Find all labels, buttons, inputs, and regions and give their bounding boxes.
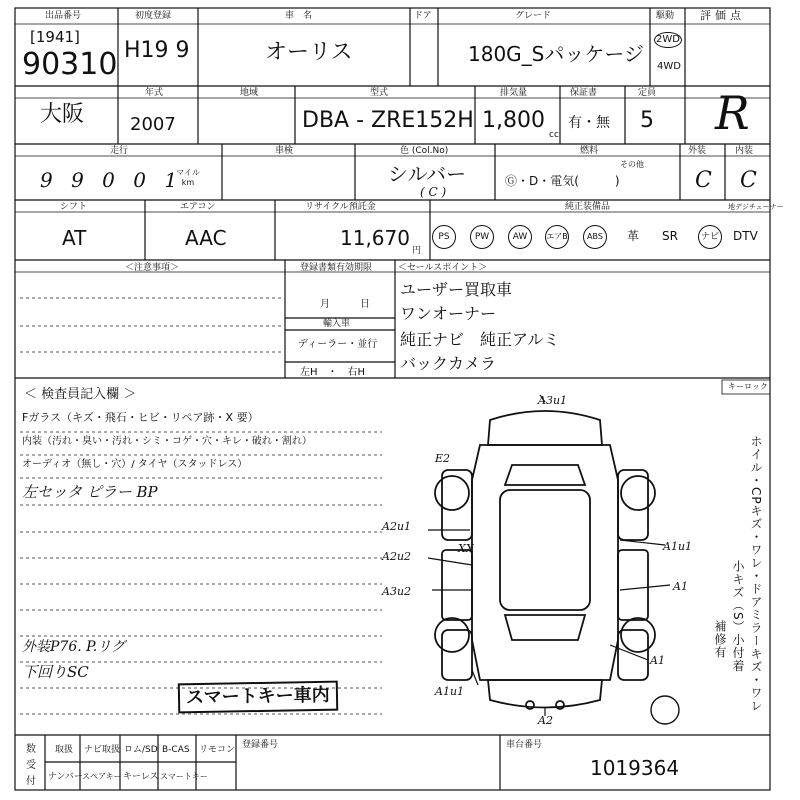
equipment-note: 地デジチューナー	[728, 203, 784, 211]
handwritten-note-1: 左セッタ ピラー BP	[22, 483, 158, 501]
mileage-unit: マイル km	[176, 168, 200, 187]
sales-point-1: ユーザー買取車	[400, 280, 513, 299]
equip-navi: ナビ	[698, 225, 722, 249]
key-lock-label: キーロック	[728, 382, 768, 391]
inspection-line-2: 内装（汚れ・臭い・汚れ・シミ・コゲ・穴・キレ・破れ・割れ）	[22, 436, 312, 447]
type-label: 型式	[370, 88, 389, 98]
handwritten-note-3: 下回りSC	[22, 663, 89, 681]
dealer-parallel-label: ディーラー・並行	[298, 339, 378, 350]
bottom-remote: リモコン	[199, 745, 236, 755]
door-label: ドア	[414, 11, 432, 21]
mark-a1-rear: A1	[650, 654, 665, 667]
mark-a1-right: A1	[673, 580, 688, 593]
displacement-unit: cc	[549, 130, 559, 140]
bottom-keyless: キーレス	[123, 772, 159, 782]
bottom-navi-handling: ナビ取扱	[84, 745, 121, 755]
left-right-label: 左H ・ 右H	[300, 367, 366, 378]
month-day-label: 月 日	[320, 299, 370, 310]
bottom-rom-sd: ロム/SD	[124, 745, 158, 755]
displacement-label: 排気量	[500, 88, 528, 98]
mark-xx: XX	[458, 542, 474, 555]
bottom-handling: 取扱	[55, 745, 74, 755]
interior-value: C	[740, 168, 757, 193]
mark-a1u1-left: A1u1	[435, 685, 465, 698]
type-value: DBA - ZRE152H	[302, 108, 474, 133]
mark-a2u2: A2u2	[382, 550, 412, 563]
warranty-label: 保証書	[570, 88, 598, 98]
bottom-spare-key: スペアキー	[82, 772, 122, 781]
score-label: 評価点	[700, 9, 745, 22]
car-damage-diagram	[380, 390, 710, 730]
displacement-value: 1,800	[482, 108, 545, 133]
lot-number: 90310	[22, 47, 118, 82]
model-year-value: 2007	[130, 114, 176, 135]
drive-label: 駆動	[656, 11, 675, 21]
first-reg-label: 初度登録	[135, 11, 172, 21]
lot-label: 出品番号	[45, 11, 82, 21]
lot-prefix: [1941]	[30, 28, 80, 46]
fuel-options: Ⓖ・D・電気( )	[505, 174, 620, 188]
equip-ps: PS	[432, 225, 456, 249]
color-code: ( C )	[420, 185, 447, 199]
bottom-number: ナンバー	[48, 772, 83, 782]
drive-4wd: 4WD	[657, 61, 681, 72]
aircon-value: AAC	[185, 226, 227, 250]
region-value: 大阪	[40, 102, 85, 127]
notes-label: ＜注意事項＞	[125, 263, 180, 273]
import-label: 輸入車	[323, 319, 351, 329]
inspection-title: ＜ 検査員記入欄 ＞	[24, 387, 137, 402]
drive-2wd: 2WD	[654, 32, 682, 48]
side-legend-1: ホイル・CPキズ・ワレ・ドアミラーキズ・ワレ	[749, 435, 763, 713]
side-legend-3: 補修有	[713, 620, 727, 659]
first-reg-value: H19 9	[124, 38, 190, 63]
recycle-value: 11,670	[340, 226, 410, 250]
equipment-label: 純正装備品	[565, 202, 611, 212]
sales-points-label: ＜セールスポイント＞	[398, 263, 488, 273]
sales-point-3: 純正ナビ 純正アルミ	[400, 330, 560, 349]
exterior-label: 外装	[688, 146, 707, 156]
fuel-other-label: その他	[620, 160, 644, 169]
region-label: 地域	[240, 88, 259, 98]
inspection-line-1: Fガラス（キズ・飛石・ヒビ・リペア跡・X 要）	[22, 411, 259, 424]
recycle-unit: 円	[412, 246, 422, 256]
equip-airbag: エアB	[545, 225, 569, 249]
grade-value: 180G_Sパッケージ	[468, 42, 644, 66]
equip-sr: SR	[662, 229, 678, 243]
mark-a3u2: A3u2	[382, 585, 412, 598]
bottom-smart-key: スマートキー	[160, 772, 208, 781]
shift-value: AT	[62, 226, 87, 250]
exterior-value: C	[695, 168, 712, 193]
chassis-label: 車台番号	[506, 740, 543, 750]
color-value: シルバー	[388, 162, 467, 186]
sales-point-4: バックカメラ	[400, 354, 497, 373]
interior-label: 内装	[735, 146, 754, 156]
mileage-value: 9 9 0 0 1	[40, 168, 184, 192]
mark-a1u1-right: A1u1	[663, 540, 693, 553]
car-name-value: オーリス	[265, 40, 353, 65]
color-label: 色 (Col.No)	[400, 146, 449, 156]
sales-point-2: ワンオーナー	[400, 304, 497, 323]
equip-aw: AW	[508, 225, 532, 249]
aircon-label: エアコン	[180, 202, 216, 212]
fuel-label: 燃料	[580, 146, 599, 156]
shift-label: シフト	[60, 202, 88, 212]
bottom-bcas: B-CAS	[162, 745, 190, 755]
capacity-value: 5	[640, 108, 654, 133]
chassis-number: 1019364	[590, 756, 680, 780]
warranty-value: 有・無	[568, 115, 610, 131]
mark-a3u1-top: A3u1	[538, 394, 568, 407]
equip-abs: ABS	[583, 225, 607, 249]
shaken-label: 車検	[275, 146, 294, 156]
model-year-label: 年式	[145, 88, 164, 98]
capacity-label: 定員	[638, 88, 657, 98]
inspection-line-3: オーディオ（無し・穴）/ タイヤ（スタッドレス）	[22, 459, 248, 470]
smart-key-stamp: スマートキー車内	[178, 681, 338, 714]
equip-dtv: DTV	[733, 229, 758, 243]
car-name-label: 車 名	[285, 11, 313, 21]
equip-pw: PW	[470, 225, 494, 249]
reg-no-label: 登録番号	[242, 740, 279, 750]
mileage-label: 走行	[110, 146, 129, 156]
mark-a2u1: A2u1	[382, 520, 412, 533]
grade-label: グレード	[515, 11, 552, 21]
doc-deadline-label: 登録書類有効期限	[300, 263, 373, 273]
reception-label: 数受付	[26, 744, 36, 787]
handwritten-note-2: 外装P76. P.リグ	[22, 639, 125, 655]
recycle-label: リサイクル預託金	[305, 202, 376, 212]
mark-a2-bottom: A2	[538, 714, 553, 727]
score-value: R	[715, 86, 750, 140]
side-legend-2: 小キズ（S）小付着	[731, 560, 745, 673]
mark-e2: E2	[435, 452, 451, 465]
equip-leather: 革	[627, 229, 640, 243]
